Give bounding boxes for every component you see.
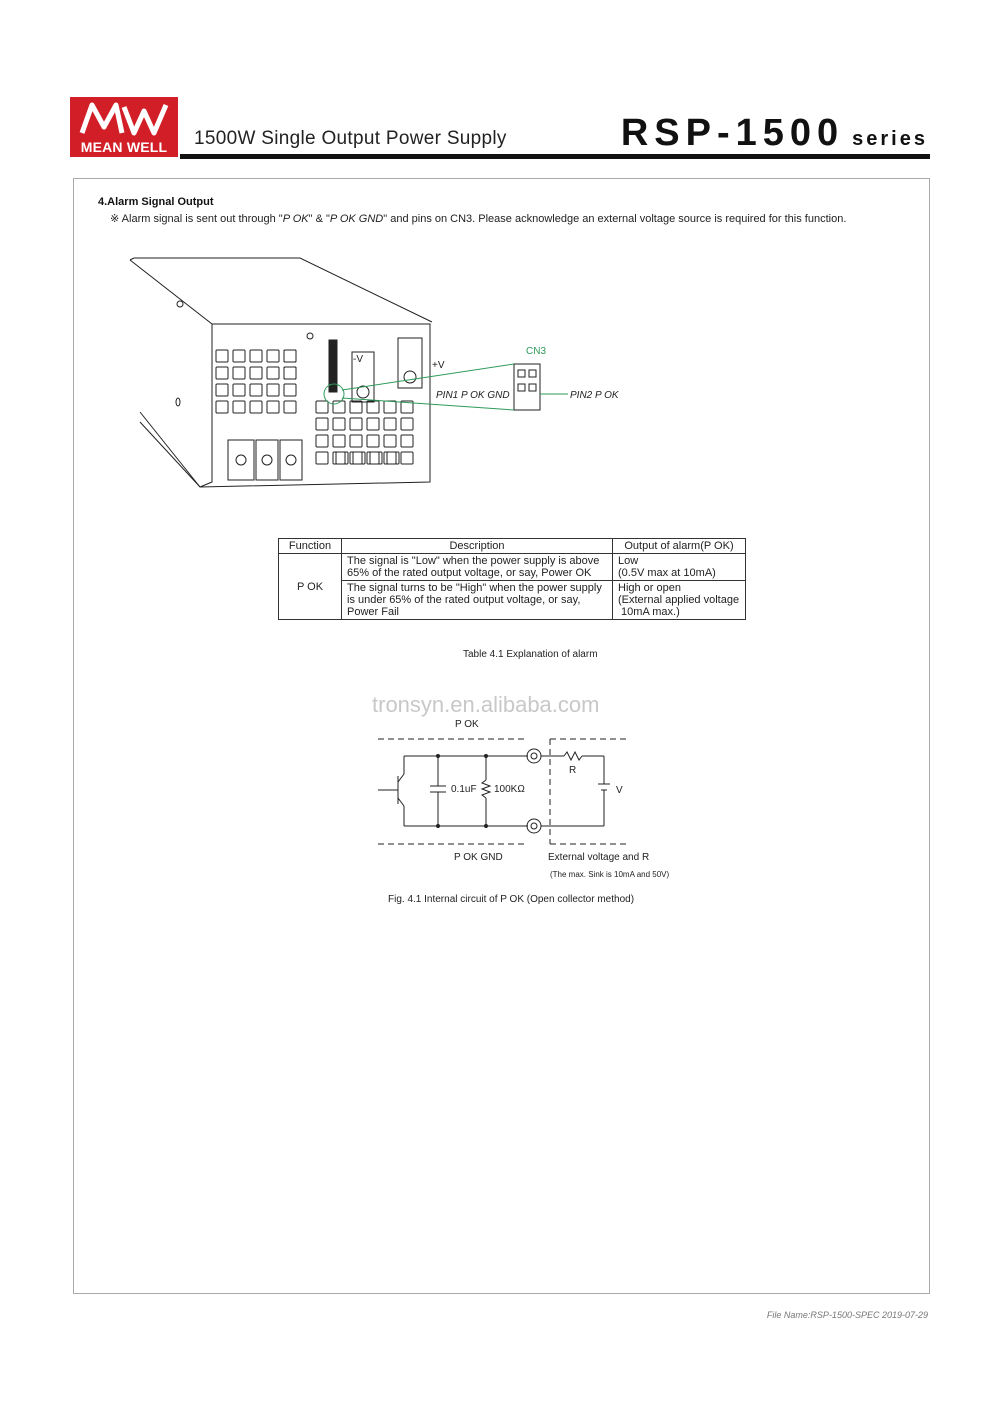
desc-line: The signal turns to be "High" when the power supply <box>347 582 602 594</box>
note-pok-gnd: P OK GND <box>329 213 384 225</box>
vent-slot <box>384 418 396 430</box>
note-pok: P OK <box>282 213 309 225</box>
figure-caption: Fig. 4.1 Internal circuit of P OK (Open collector method) <box>388 894 635 905</box>
alarm-note <box>110 212 846 225</box>
desc-line: 65% of the rated output voltage, or say, Power OK <box>347 567 592 579</box>
screw-hole <box>176 398 180 406</box>
vent-slot <box>233 384 245 396</box>
vent-slot <box>284 367 296 379</box>
vent-slot <box>316 418 328 430</box>
cn3-label: CN3 <box>526 346 547 357</box>
output-cell <box>613 554 746 581</box>
vent-slot <box>216 384 228 396</box>
vent-slot <box>367 452 379 464</box>
ext-label: External voltage and R <box>548 852 650 863</box>
pok-gnd-label: P OK GND <box>454 852 503 863</box>
vent-slot <box>250 350 262 362</box>
pok-label: P OK <box>455 719 479 730</box>
vent-slot <box>336 452 348 464</box>
pok-circuit <box>372 712 692 892</box>
vent-slot <box>401 435 413 447</box>
header-rule <box>180 154 930 159</box>
out-line: (0.5V max at 10mA) <box>618 567 716 579</box>
vent-slot <box>367 401 379 413</box>
vent-slot <box>316 435 328 447</box>
vent-slot <box>384 401 396 413</box>
model-series: series <box>852 128 928 150</box>
vent-slot <box>353 452 365 464</box>
note-text-3: " and pins on CN3. Please acknowledge an external voltage source is required for this function. <box>383 213 847 225</box>
col-description: Description <box>342 539 613 554</box>
vent-slot <box>233 401 245 413</box>
vent-slot <box>233 367 245 379</box>
out-line: 10mA max.) <box>618 606 680 618</box>
vent-slot <box>250 384 262 396</box>
vent-slot <box>387 452 399 464</box>
logo-text: MEAN WELL <box>80 139 168 155</box>
vent-slot <box>284 401 296 413</box>
vent-slot <box>316 452 328 464</box>
v-label: V <box>616 785 623 796</box>
model-title <box>621 112 928 155</box>
vent-slot <box>384 452 396 464</box>
function-cell: P OK <box>279 554 342 620</box>
out-line: (External applied voltage <box>618 594 740 606</box>
vent-slot <box>370 452 382 464</box>
vent-slot <box>250 401 262 413</box>
vent-slot <box>350 435 362 447</box>
section-title: 4.Alarm Signal Output <box>98 196 214 208</box>
vent-slot <box>267 401 279 413</box>
plus-v-label: +V <box>432 360 445 371</box>
vent-slot <box>267 367 279 379</box>
note-symbol: ※ <box>110 213 120 225</box>
vent-slot <box>233 350 245 362</box>
vent-slot <box>384 435 396 447</box>
cap-label: 0.1uF <box>451 784 477 795</box>
alarm-table <box>278 538 746 620</box>
pin2-label: PIN2 P OK <box>570 390 619 401</box>
vent-slot <box>350 401 362 413</box>
mean-well-logo <box>70 97 178 157</box>
page-subtitle: 1500W Single Output Power Supply <box>194 128 507 149</box>
vent-slot <box>350 418 362 430</box>
vent-slot <box>250 367 262 379</box>
table-caption: Table 4.1 Explanation of alarm <box>463 649 598 660</box>
note-text-1: Alarm signal is sent out through " <box>119 213 283 225</box>
vent-slot <box>316 401 328 413</box>
enclosure-top-edge <box>134 258 432 322</box>
connection-lines <box>342 364 568 410</box>
vent-slot <box>284 384 296 396</box>
vent-slot <box>333 452 345 464</box>
out-line: High or open <box>618 582 681 594</box>
vent-slot <box>401 418 413 430</box>
description-cell <box>342 554 613 581</box>
output-terminals <box>324 338 422 404</box>
screw-hole <box>177 301 183 307</box>
desc-line: is under 65% of the rated output voltage, or say, <box>347 594 581 606</box>
vent-slot <box>267 350 279 362</box>
vent-slot <box>216 350 228 362</box>
mw-logo-icon <box>78 101 170 137</box>
vent-slot <box>401 452 413 464</box>
model-name: RSP-1500 <box>620 112 845 154</box>
terminal-block <box>228 440 302 480</box>
ext-note-label: (The max. Sink is 10mA and 50V) <box>550 870 670 879</box>
vent-slot <box>367 418 379 430</box>
vent-slot <box>284 350 296 362</box>
vent-slot <box>350 452 362 464</box>
table-row <box>279 554 746 581</box>
table-row <box>279 581 746 620</box>
out-line: Low <box>618 555 639 567</box>
pin1-label: PIN1 P OK GND <box>436 390 510 401</box>
unit-drawing <box>120 252 640 502</box>
footer-filename: File Name:RSP-1500-SPEC 2019-07-29 <box>766 1310 928 1320</box>
description-cell <box>342 581 613 620</box>
note-text-2: " & " <box>308 213 330 225</box>
output-cell <box>613 581 746 620</box>
vent-slot <box>333 435 345 447</box>
r-label: R <box>569 765 577 776</box>
screw-hole <box>307 333 313 339</box>
desc-line: The signal is "Low" when the power supply is above <box>347 555 600 567</box>
vent-slot <box>216 367 228 379</box>
desc-line: Power Fail <box>347 606 399 618</box>
cn3-connector <box>514 364 540 410</box>
watermark: tronsyn.en.alibaba.com <box>372 692 600 717</box>
vent-slot <box>284 350 296 362</box>
res-label: 100KΩ <box>494 784 525 795</box>
col-function: Function <box>279 539 342 554</box>
col-output: Output of alarm(P OK) <box>613 539 746 554</box>
vent-slot <box>367 435 379 447</box>
vent-slot <box>333 418 345 430</box>
vent-slot <box>216 401 228 413</box>
vent-slot <box>267 384 279 396</box>
vent-slot <box>284 367 296 379</box>
minus-v-label: -V <box>353 354 363 365</box>
